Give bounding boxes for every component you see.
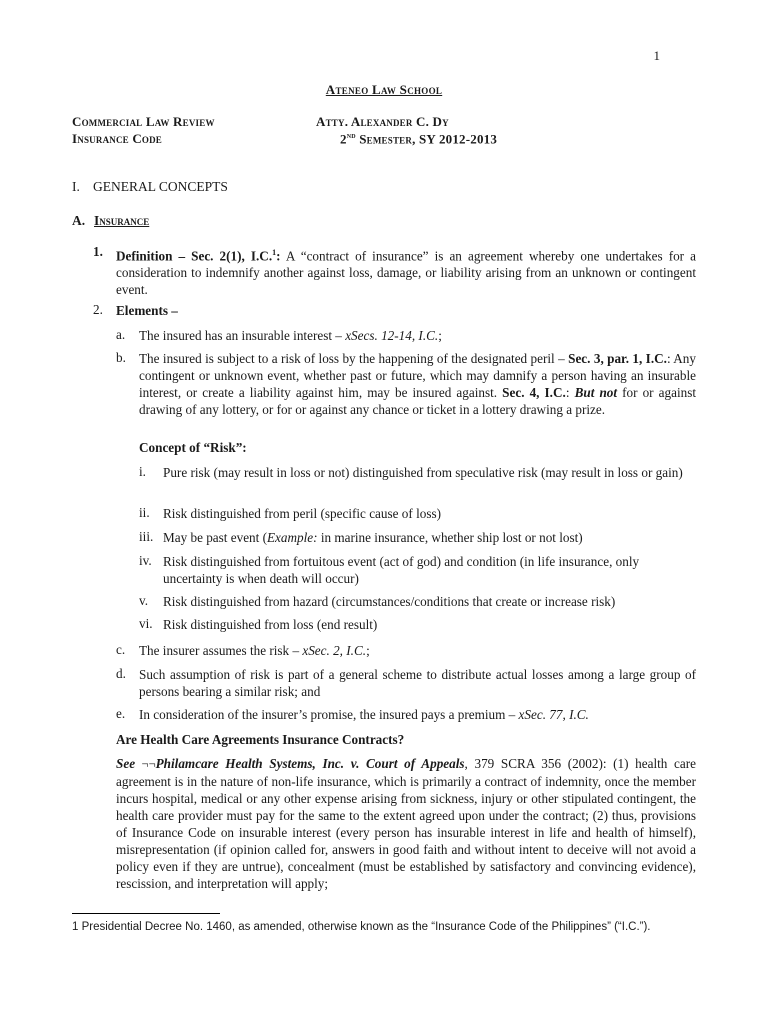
semester-line: 2nd Semester, SY 2012-2013 [340, 131, 498, 147]
risk-item-text: Risk distinguished from fortuitous event (act of god) and condition (in life insurance, only uncertainty is when death will occur) [163, 554, 640, 586]
element-b-number: b. [116, 350, 126, 365]
risk-item-number: v. [139, 593, 149, 608]
section-i-title: GENERAL CONCEPTS [93, 179, 228, 194]
professor-name: Atty. Alexander C. Dy [316, 114, 449, 129]
school-title: Ateneo Law School [325, 82, 443, 97]
risk-item-text: Pure risk (may result in loss or not) distinguished from speculative risk (may result in loss or gain) [163, 465, 683, 480]
risk-item-text: May be past event (Example: in marine insurance, whether ship lost or not lost) [163, 530, 583, 545]
element-e-text: In consideration of the insurer’s promise, the insured pays a premium – xSec. 77, I.C. [139, 707, 589, 722]
element-a-text: The insured has an insurable interest – xSecs. 12-14, I.C.; [139, 328, 442, 343]
risk-item-number: iii. [139, 529, 154, 544]
element-b-text: The insured is subject to a risk of loss by the happening of the designated peril – Sec. 3, par. 1, I.C.: Any contingent or unknown event, whether past or future, which may damnify a person having an insurable interest, or create a liability against him, may be insured against. Sec. 4, I.C.: But not for or against drawing of any lottery, or for or against any chance or ticket in a lottery drawing a prize. [139, 351, 697, 417]
risk-item-text: Risk distinguished from peril (specific cause of loss) [163, 506, 441, 521]
element-d-text: Such assumption of risk is part of a general scheme to distribute actual losses among a large group of persons bearing a similar risk; and [139, 667, 696, 699]
section-i-number: I. [72, 179, 80, 194]
risk-item-number: iv. [139, 553, 152, 568]
item-2-number: 2. [93, 302, 103, 317]
definition-paragraph: Definition – Sec. 2(1), I.C.$^1$: A “contract of insurance” is an agreement whereby one undertakes for a consideration to indemnify another against loss, damage, or liability arising from an unknown or contingent event. [116, 248, 696, 298]
health-care-heading: Are Health Care Agreements Insurance Contracts? [116, 732, 405, 747]
element-d-number: d. [116, 666, 126, 681]
section-a-title: Insurance [94, 213, 150, 228]
element-c-number: c. [116, 642, 126, 657]
philamcare-paragraph: See ¬¬Philamcare Health Systems, Inc. v. Court of Appeals, 379 SCRA 356 (2002): (1) health care agreement is in the nature of non-life insurance, which is primarily a contract of indemnity, once the member incurs hospital, medical or any other expense arising from sickness, injury or other stipulated contingent, the health care provider must pay for the same to the extent agreed upon under the contract; (2) thus, provisions of Insurance Code on insurable interest (every person has insurable interest in life and health of himself), misrepresentation (if opinion called for, answers in good faith and without intent to deceive will not avoid a policy even if they are untrue), concealment (must be established by satisfactory and convincing evidence), rescission, and interpretation will apply; [116, 756, 696, 891]
risk-item-text: Risk distinguished from hazard (circumstances/conditions that create or increase risk) [163, 594, 616, 609]
element-c-text: The insurer assumes the risk – xSec. 2, I.C.; [139, 643, 370, 658]
subject-name: Insurance Code [72, 131, 163, 146]
page-number: 1 [653, 48, 660, 63]
footnote-separator [72, 913, 220, 914]
risk-heading: Concept of “Risk”: [139, 440, 247, 455]
risk-item-number: i. [139, 464, 146, 479]
item-1-number: 1. [93, 244, 103, 259]
footnote: 1 Presidential Decree No. 1460, as amended, otherwise known as the “Insurance Code of the Philippines” (“I.C.”). [72, 921, 651, 933]
element-e-number: e. [116, 706, 126, 721]
elements-label: Elements – [116, 303, 178, 318]
risk-item-number: ii. [139, 505, 150, 520]
risk-item-text: Risk distinguished from loss (end result) [163, 617, 378, 632]
risk-item-number: vi. [139, 616, 153, 631]
element-a-number: a. [116, 327, 126, 342]
section-a-number: A. [72, 213, 86, 228]
course-name: Commercial Law Review [72, 114, 215, 129]
